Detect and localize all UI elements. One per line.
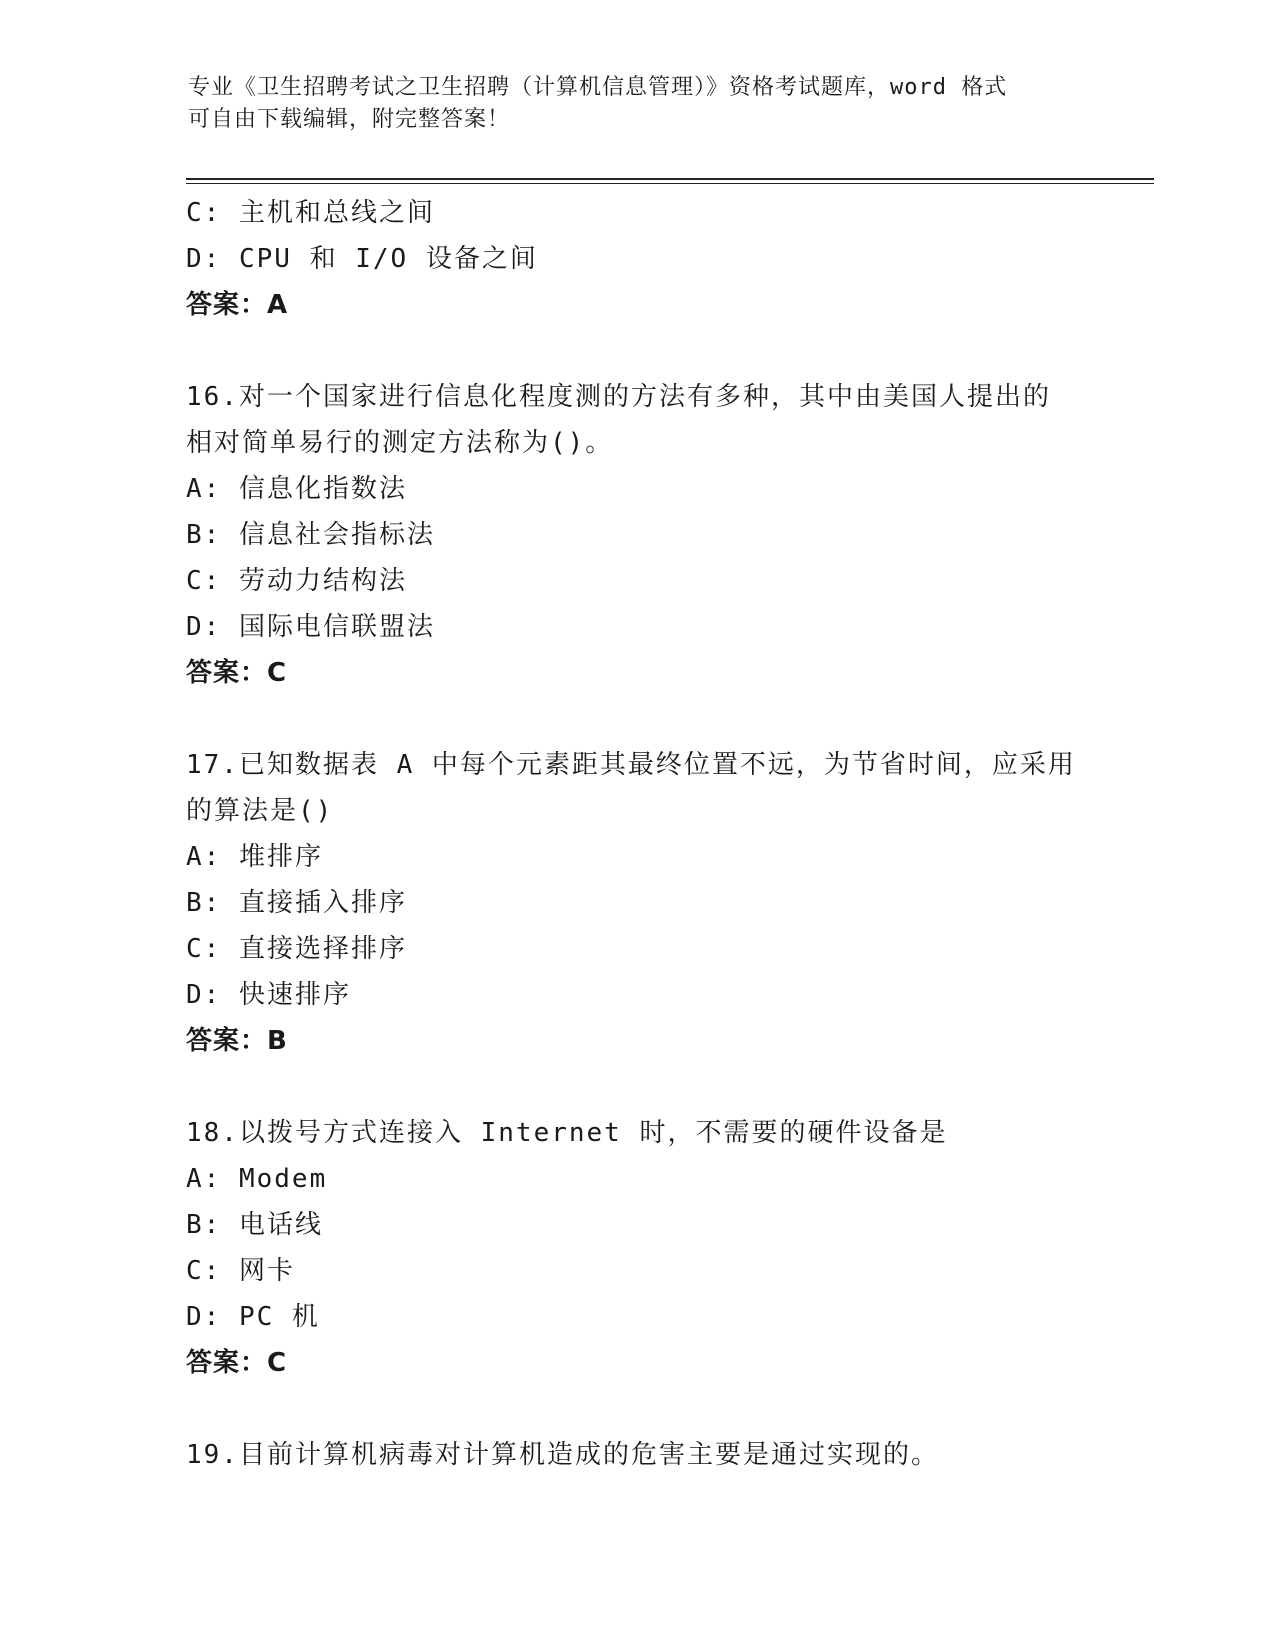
question-stem: 17.已知数据表 A 中每个元素距其最终位置不远，为节省时间，应采用: [186, 750, 1076, 780]
option-b: B: 电话线: [186, 1210, 323, 1240]
header-line-2: 可自由下载编辑，附完整答案！: [188, 107, 511, 132]
answer-line: 答案：A: [186, 290, 289, 320]
carryover-question: [186, 190, 1106, 328]
option-d: D: PC 机: [186, 1302, 320, 1332]
question-list: [186, 190, 1106, 1478]
question-19: [186, 1432, 1106, 1478]
question-17: [186, 742, 1106, 1064]
question-16: [186, 374, 1106, 696]
option-c: C: 直接选择排序: [186, 934, 407, 964]
option-c: C: 劳动力结构法: [186, 566, 407, 596]
option-d: D: 快速排序: [186, 980, 351, 1010]
option-d: D: CPU 和 I/O 设备之间: [186, 244, 538, 274]
option-c: C: 网卡: [186, 1256, 295, 1286]
question-stem: 19.目前计算机病毒对计算机造成的危害主要是通过实现的。: [186, 1440, 939, 1470]
option-b: B: 直接插入排序: [186, 888, 407, 918]
page-header: [188, 72, 1088, 136]
option-a: A: 信息化指数法: [186, 474, 407, 504]
option-a: A: Modem: [186, 1164, 328, 1194]
answer-line: 答案：B: [186, 1026, 288, 1056]
question-stem: 的算法是(): [186, 796, 334, 826]
question-stem: 16.对一个国家进行信息化程度测的方法有多种，其中由美国人提出的: [186, 382, 1051, 412]
answer-line: 答案：C: [186, 658, 288, 688]
question-stem: 相对简单易行的测定方法称为()。: [186, 428, 614, 458]
header-divider-thin: [186, 183, 1154, 184]
header-divider: [186, 178, 1154, 180]
option-d: D: 国际电信联盟法: [186, 612, 435, 642]
header-line-1: 专业《卫生招聘考试之卫生招聘（计算机信息管理）》资格考试题库，word 格式: [188, 75, 1008, 100]
option-c: C: 主机和总线之间: [186, 198, 435, 228]
answer-line: 答案：C: [186, 1348, 288, 1378]
question-stem: 18.以拨号方式连接入 Internet 时，不需要的硬件设备是: [186, 1118, 948, 1148]
question-18: [186, 1110, 1106, 1386]
option-a: A: 堆排序: [186, 842, 323, 872]
option-b: B: 信息社会指标法: [186, 520, 435, 550]
